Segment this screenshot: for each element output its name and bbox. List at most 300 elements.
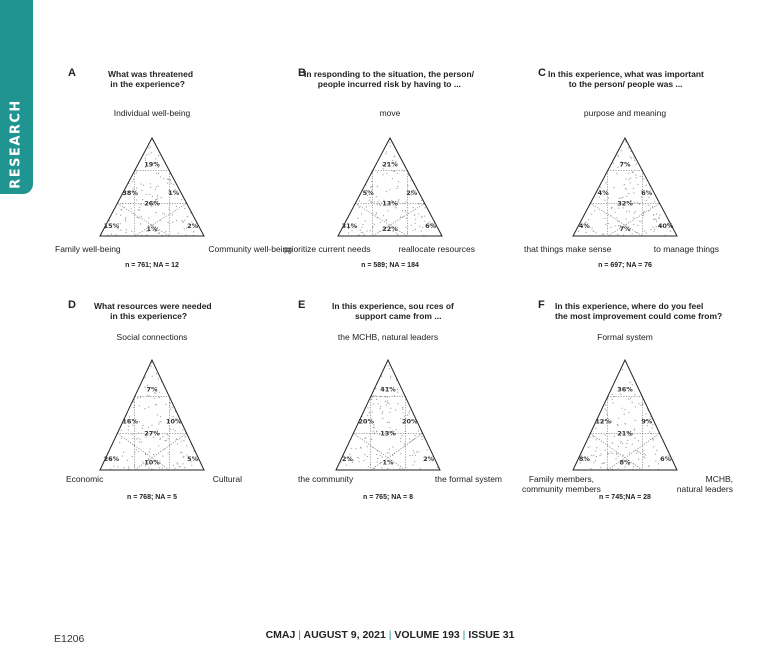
response-dot (149, 194, 150, 195)
response-dot (632, 444, 633, 445)
response-dot (348, 232, 349, 233)
response-dot (160, 416, 161, 417)
response-dot (387, 210, 388, 211)
response-dot (159, 421, 160, 422)
sample-size-label: n = 765; NA = 8 (363, 494, 413, 501)
response-dot (602, 463, 603, 464)
response-dot (603, 234, 604, 235)
response-dot (638, 184, 639, 185)
response-dot (376, 196, 377, 197)
response-dot (363, 460, 364, 461)
response-dot (357, 218, 358, 219)
response-dot (361, 227, 362, 228)
response-dot (618, 468, 619, 469)
response-dot (376, 212, 377, 213)
response-dot (616, 453, 617, 454)
response-dot (152, 376, 153, 377)
response-dot (164, 213, 165, 214)
response-dot (385, 396, 386, 397)
top-vertex-label: Formal system (597, 332, 653, 342)
region-percentage: 13% (382, 199, 398, 208)
region-percentage: 8% (578, 455, 590, 463)
response-dot (612, 453, 613, 454)
panel-question-line: people incurred risk by having to ... (317, 79, 461, 89)
response-dot (142, 461, 143, 462)
response-dot (593, 455, 594, 456)
response-dot (604, 200, 605, 201)
response-dot (659, 214, 660, 215)
response-dot (168, 222, 169, 223)
response-dot (132, 456, 133, 457)
response-dot (137, 398, 138, 399)
response-dot (141, 190, 142, 191)
response-dot (370, 197, 371, 198)
response-dot (141, 184, 142, 185)
response-dot (406, 211, 407, 212)
response-dot (629, 211, 630, 212)
response-dot (635, 420, 636, 421)
response-dot (626, 211, 627, 212)
response-dot (593, 462, 594, 463)
response-dot (389, 189, 390, 190)
grid-line (590, 433, 642, 470)
response-dot (136, 199, 137, 200)
response-dot (655, 460, 656, 461)
response-dot (402, 412, 403, 413)
response-dot (158, 155, 159, 156)
response-dot (621, 150, 622, 151)
response-dot (186, 445, 187, 446)
response-dot (143, 185, 144, 186)
response-dot (396, 188, 397, 189)
region-percentage: 7% (146, 385, 158, 394)
region-percentage: 5% (362, 188, 374, 197)
response-dot (382, 418, 383, 419)
response-dot (182, 429, 183, 430)
response-dot (648, 205, 649, 206)
response-dot (163, 178, 164, 179)
response-dot (397, 173, 398, 174)
response-dot (378, 403, 379, 404)
response-dot (409, 438, 410, 439)
region-percentage: 2% (423, 455, 435, 463)
response-dot (365, 220, 366, 221)
ternary-triangle (52, 66, 292, 286)
response-dot (421, 200, 422, 201)
region-percentage: 6% (660, 455, 672, 463)
response-dot (357, 457, 358, 458)
response-dot (613, 163, 614, 164)
response-dot (614, 436, 615, 437)
response-dot (622, 369, 623, 370)
response-dot (170, 403, 171, 404)
response-dot (380, 455, 381, 456)
response-dot (635, 406, 636, 407)
response-dot (633, 188, 634, 189)
response-dot (605, 224, 606, 225)
response-dot (389, 449, 390, 450)
response-dot (368, 466, 369, 467)
response-dot (621, 441, 622, 442)
ternary-triangle (282, 66, 522, 286)
response-dot (185, 436, 186, 437)
panel-question-line: In this experience, sou rces of (332, 301, 454, 311)
response-dot (402, 407, 403, 408)
response-dot (630, 398, 631, 399)
response-dot (596, 447, 597, 448)
response-dot (183, 440, 184, 441)
response-dot (377, 172, 378, 173)
response-dot (595, 232, 596, 233)
response-dot (367, 456, 368, 457)
response-dot (191, 465, 192, 466)
response-dot (653, 219, 654, 220)
response-dot (389, 368, 390, 369)
response-dot (613, 187, 614, 188)
response-dot (622, 443, 623, 444)
response-dot (126, 232, 127, 233)
response-dot (648, 465, 649, 466)
footer-separator: | (388, 629, 392, 641)
response-dot (656, 226, 657, 227)
response-dot (422, 227, 423, 228)
response-dot (630, 156, 631, 157)
response-dot (631, 158, 632, 159)
response-dot (156, 187, 157, 188)
response-dot (617, 424, 618, 425)
response-dot (125, 217, 126, 218)
sample-size-label: n = 697; NA = 76 (598, 262, 652, 269)
response-dot (155, 189, 156, 190)
response-dot (392, 446, 393, 447)
response-dot (181, 199, 182, 200)
response-dot (422, 436, 423, 437)
response-dot (651, 427, 652, 428)
response-dot (160, 176, 161, 177)
response-dot (370, 201, 371, 202)
panel-question-line: What resources were needed (94, 301, 212, 311)
response-dot (626, 189, 627, 190)
response-dot (374, 468, 375, 469)
response-dot (157, 197, 158, 198)
response-dot (607, 468, 608, 469)
response-dot (174, 468, 175, 469)
response-dot (158, 230, 159, 231)
left-vertex-label-line: Economic (66, 474, 104, 484)
panel-letter: A (68, 67, 76, 79)
response-dot (117, 466, 118, 467)
response-dot (133, 401, 134, 402)
response-dot (116, 214, 117, 215)
response-dot (111, 234, 112, 235)
response-dot (390, 378, 391, 379)
response-dot (346, 465, 347, 466)
response-dot (177, 463, 178, 464)
response-dot (626, 218, 627, 219)
response-dot (176, 462, 177, 463)
response-dot (406, 201, 407, 202)
response-dot (377, 431, 378, 432)
response-dot (143, 425, 144, 426)
response-dot (177, 443, 178, 444)
response-dot (595, 428, 596, 429)
response-dot (626, 447, 627, 448)
ternary-panel-b (282, 66, 522, 286)
region-percentage: 10% (144, 458, 160, 467)
response-dot (149, 451, 150, 452)
response-dot (418, 430, 419, 431)
region-percentage: 6% (425, 222, 437, 231)
region-percentage: 6% (641, 188, 653, 197)
region-percentage: 15% (103, 222, 120, 231)
response-dot (145, 377, 146, 378)
response-dot (150, 183, 151, 184)
response-dot (616, 454, 617, 455)
right-vertex-label-line: the formal system (434, 474, 502, 484)
response-dot (128, 429, 129, 430)
response-dot (153, 454, 154, 455)
response-dot (160, 421, 161, 422)
response-dot (133, 179, 134, 180)
region-percentage: 9% (641, 417, 653, 426)
response-dot (588, 219, 589, 220)
region-percentage: 1% (146, 225, 158, 234)
response-dot (634, 160, 635, 161)
response-dot (183, 463, 184, 464)
response-dot (358, 457, 359, 458)
response-dot (643, 215, 644, 216)
response-dot (145, 454, 146, 455)
response-dot (636, 453, 637, 454)
response-dot (633, 466, 634, 467)
response-dot (113, 466, 114, 467)
response-dot (640, 176, 641, 177)
region-percentage: 2% (341, 455, 353, 463)
response-dot (151, 152, 152, 153)
panel-question-line: In this experience, what was important (548, 69, 704, 79)
response-dot (389, 142, 390, 143)
journal-footer (0, 629, 780, 641)
response-dot (136, 449, 137, 450)
response-dot (170, 183, 171, 184)
response-dot (413, 207, 414, 208)
region-percentage: 21% (617, 429, 633, 438)
response-dot (625, 423, 626, 424)
response-dot (386, 151, 387, 152)
response-dot (180, 466, 181, 467)
response-dot (137, 217, 138, 218)
response-dot (632, 233, 633, 234)
response-dot (637, 225, 638, 226)
response-dot (358, 234, 359, 235)
response-dot (593, 436, 594, 437)
response-dot (176, 220, 177, 221)
response-dot (387, 452, 388, 453)
response-dot (158, 378, 159, 379)
response-dot (157, 195, 158, 196)
response-dot (620, 442, 621, 443)
response-dot (646, 200, 647, 201)
region-percentage: 1% (168, 188, 180, 197)
response-dot (649, 431, 650, 432)
response-dot (377, 186, 378, 187)
sample-size-label: n = 745;NA = 28 (599, 494, 651, 501)
response-dot (652, 206, 653, 207)
panel-question-line: the most improvement could come from? (555, 311, 723, 321)
sample-size-label: n = 589; NA = 184 (361, 262, 419, 269)
response-dot (421, 439, 422, 440)
response-dot (412, 455, 413, 456)
response-dot (394, 171, 395, 172)
response-dot (151, 366, 152, 367)
response-dot (139, 405, 140, 406)
response-dot (138, 209, 139, 210)
response-dot (370, 187, 371, 188)
response-dot (156, 173, 157, 174)
response-dot (404, 443, 405, 444)
response-dot (643, 450, 644, 451)
ternary-panel-d (52, 298, 292, 518)
response-dot (639, 204, 640, 205)
region-percentage: 41% (380, 385, 396, 394)
response-dot (127, 460, 128, 461)
response-dot (366, 230, 367, 231)
response-dot (167, 183, 168, 184)
region-percentage: 7% (619, 225, 631, 234)
response-dot (590, 437, 591, 438)
response-dot (170, 409, 171, 410)
response-dot (638, 459, 639, 460)
response-dot (400, 438, 401, 439)
response-dot (421, 217, 422, 218)
response-dot (380, 462, 381, 463)
response-dot (628, 412, 629, 413)
response-dot (424, 207, 425, 208)
response-dot (364, 438, 365, 439)
response-dot (658, 463, 659, 464)
response-dot (142, 199, 143, 200)
response-dot (630, 182, 631, 183)
region-percentage: 10% (166, 417, 182, 426)
response-dot (159, 392, 160, 393)
response-dot (605, 405, 606, 406)
response-dot (362, 224, 363, 225)
panel-letter: E (298, 299, 306, 311)
response-dot (411, 225, 412, 226)
response-dot (611, 208, 612, 209)
response-dot (400, 441, 401, 442)
response-dot (414, 435, 415, 436)
response-dot (594, 210, 595, 211)
response-dot (416, 451, 417, 452)
response-dot (378, 201, 379, 202)
region-percentage: 22% (382, 225, 398, 234)
response-dot (633, 192, 634, 193)
response-dot (109, 220, 110, 221)
sample-size-label: n = 768; NA = 5 (127, 494, 177, 501)
response-dot (644, 457, 645, 458)
response-dot (659, 218, 660, 219)
response-dot (162, 456, 163, 457)
response-dot (128, 468, 129, 469)
grid-line (608, 203, 660, 236)
response-dot (147, 395, 148, 396)
response-dot (410, 180, 411, 181)
response-dot (140, 223, 141, 224)
response-dot (605, 434, 606, 435)
response-dot (670, 231, 671, 232)
response-dot (371, 181, 372, 182)
response-dot (591, 455, 592, 456)
response-dot (387, 468, 388, 469)
response-dot (146, 154, 147, 155)
region-percentage: 31% (341, 222, 358, 231)
left-vertex-label-line: prioritize current needs (284, 244, 371, 254)
right-vertex-label-line: MCHB, (705, 474, 733, 484)
ternary-triangle (522, 298, 762, 518)
response-dot (653, 439, 654, 440)
region-percentage: 26% (103, 455, 120, 463)
response-dot (156, 373, 157, 374)
response-dot (374, 427, 375, 428)
response-dot (142, 428, 143, 429)
response-dot (398, 199, 399, 200)
region-percentage: 2% (187, 222, 199, 231)
response-dot (136, 438, 137, 439)
triangle-outline (336, 360, 440, 470)
response-dot (607, 453, 608, 454)
response-dot (596, 456, 597, 457)
response-dot (658, 217, 659, 218)
response-dot (155, 158, 156, 159)
panel-question-line: support came from ... (355, 311, 442, 321)
page-number: E1206 (54, 633, 85, 645)
journal-issue: ISSUE 31 (468, 629, 515, 641)
response-dot (390, 408, 391, 409)
ternary-triangle (52, 298, 292, 518)
response-dot (387, 422, 388, 423)
response-dot (172, 407, 173, 408)
response-dot (172, 214, 173, 215)
response-dot (168, 179, 169, 180)
response-dot (134, 465, 135, 466)
response-dot (148, 154, 149, 155)
region-percentage: 36% (617, 385, 633, 394)
response-dot (380, 396, 381, 397)
response-dot (395, 409, 396, 410)
response-dot (374, 224, 375, 225)
panel-letter: F (538, 299, 545, 311)
region-percentage: 27% (144, 429, 160, 438)
response-dot (386, 191, 387, 192)
response-dot (628, 193, 629, 194)
response-dot (646, 185, 647, 186)
response-dot (614, 212, 615, 213)
region-percentage: 4% (597, 188, 609, 197)
response-dot (141, 441, 142, 442)
response-dot (150, 187, 151, 188)
response-dot (602, 234, 603, 235)
response-dot (403, 216, 404, 217)
region-percentage: 20% (358, 417, 374, 426)
response-dot (167, 434, 168, 435)
response-dot (634, 394, 635, 395)
response-dot (140, 439, 141, 440)
response-dot (376, 454, 377, 455)
response-dot (612, 399, 613, 400)
response-dot (624, 466, 625, 467)
response-dot (606, 410, 607, 411)
